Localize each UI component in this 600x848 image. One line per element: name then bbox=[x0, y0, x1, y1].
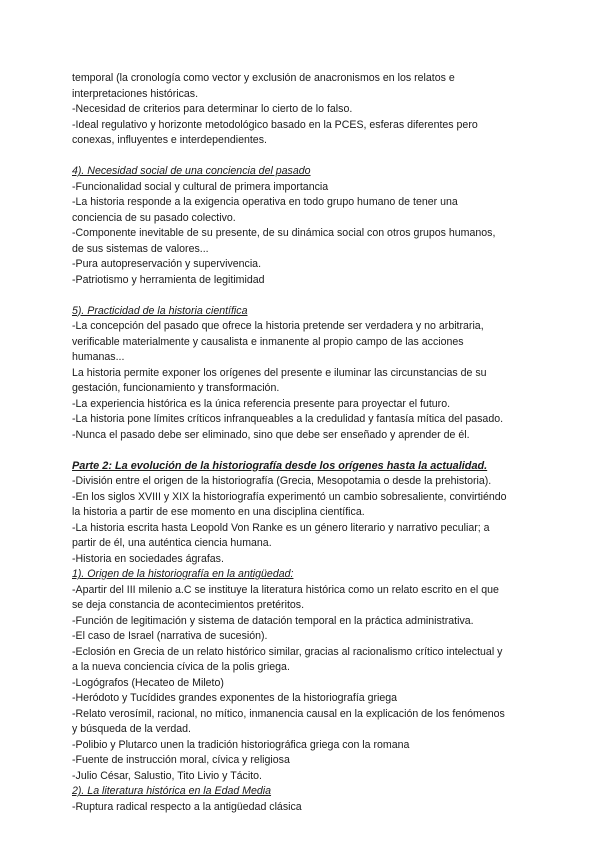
document-body bbox=[72, 71, 534, 815]
section-5 bbox=[72, 304, 534, 444]
subsection-heading: 2). La literatura histórica en la Edad Media bbox=[72, 785, 272, 797]
text-line: a la nueva conciencia cívica de la polis griega. bbox=[72, 661, 290, 673]
text-line: -Eclosión en Grecia de un relato histórico similar, gracias al racionalismo crítico intelectual y bbox=[72, 645, 503, 658]
text-line: -Funcionalidad social y cultural de primera importancia bbox=[72, 180, 329, 193]
text-line: -Historia en sociedades ágrafas. bbox=[72, 552, 224, 565]
text-line: -El caso de Israel (narrativa de sucesión). bbox=[72, 630, 268, 642]
text-line: La historia permite exponer los orígenes del presente e iluminar las circunstancias de su bbox=[72, 366, 487, 379]
text-line: conexas, influyentes e interdependientes. bbox=[72, 134, 267, 146]
text-line: -Pura autopreservación y supervivencia. bbox=[72, 258, 262, 270]
text-line: gestación, funcionamiento y transformación. bbox=[72, 382, 280, 394]
text-line: -Nunca el pasado debe ser eliminado, sino que debe ser enseñado y aprender de él. bbox=[72, 428, 470, 441]
text-line: de sus sistemas de valores... bbox=[72, 242, 209, 255]
paragraph-gap bbox=[72, 149, 534, 165]
text-line: -Polibio y Plutarco unen la tradición historiográfica griega con la romana bbox=[72, 738, 410, 751]
section-4 bbox=[72, 164, 534, 288]
paragraph-gap bbox=[72, 288, 534, 304]
text-line: -La historia escrita hasta Leopold Von Ranke es un género literario y narrativo peculiar; a bbox=[72, 521, 490, 534]
text-line: -División entre el origen de la historiografía (Grecia, Mesopotamia o desde la prehistoria). bbox=[72, 475, 492, 487]
text-line: -Heródoto y Tucídides grandes exponentes de la historiografía griega bbox=[72, 692, 398, 704]
text-line: -Logógrafos (Hecateo de Mileto) bbox=[72, 676, 224, 689]
paragraph-gap bbox=[72, 443, 534, 459]
text-line: humanas... bbox=[72, 351, 125, 363]
text-line: -La concepción del pasado que ofrece la historia pretende ser verdadera y no arbitraria, bbox=[72, 320, 484, 332]
part-heading: Parte 2: La evolución de la historiografía desde los orígenes hasta la actualidad. bbox=[72, 459, 488, 472]
text-line: la historia a partir de ese momento en una disciplina científica. bbox=[72, 506, 365, 518]
section-heading: 4). Necesidad social de una conciencia del pasado bbox=[72, 165, 311, 177]
intro-block bbox=[72, 71, 534, 149]
text-line: -La experiencia histórica es la única referencia presente para proyectar el futuro. bbox=[72, 397, 451, 410]
text-line: -Ideal regulativo y horizonte metodológico basado en la PCES, esferas diferentes pero bbox=[72, 118, 478, 131]
text-line: -Función de legitimación y sistema de datación temporal en la práctica administrativa. bbox=[72, 614, 474, 627]
text-line: -La historia responde a la exigencia operativa en todo grupo humano de tener una bbox=[72, 196, 458, 208]
text-line: -Fuente de instrucción moral, cívica y religiosa bbox=[72, 754, 290, 766]
text-line: temporal (la cronología como vector y exclusión de anacronismos en los relatos e bbox=[72, 72, 455, 84]
section-heading: 5). Practicidad de la historia científica bbox=[72, 304, 248, 317]
text-line: -Relato verosímil, racional, no mítico, inmanencia causal en la explicación de los fenómenos bbox=[72, 707, 505, 720]
text-line: -Necesidad de criterios para determinar lo cierto de lo falso. bbox=[72, 103, 353, 115]
text-line: interpretaciones históricas. bbox=[72, 87, 199, 100]
text-line: -Julio César, Salustio, Tito Livio y Tácito. bbox=[72, 769, 262, 782]
text-line: -Apartir del III milenio a.C se instituye la literatura histórica como un relato escrito en el que bbox=[72, 583, 499, 596]
text-line: -En los siglos XVIII y XIX la historiografía experimentó un cambio sobresaliente, convirtiéndo bbox=[72, 490, 507, 503]
text-line: verificable materialmente y causalista e inmanente al propio campo de las acciones bbox=[72, 335, 464, 348]
part-2 bbox=[72, 459, 534, 816]
text-line: -La historia pone límites críticos infranqueables a la credulidad y fantasía mítica del pasado. bbox=[72, 413, 504, 425]
text-line: -Componente inevitable de su presente, de su dinámica social con otros grupos humanos, bbox=[72, 227, 496, 239]
text-line: -Patriotismo y herramienta de legitimidad bbox=[72, 273, 265, 286]
text-line: -Ruptura radical respecto a la antigüedad clásica bbox=[72, 800, 302, 813]
text-line: y búsqueda de la verdad. bbox=[72, 723, 191, 735]
text-line: partir de él, una auténtica ciencia humana. bbox=[72, 537, 272, 549]
text-line: se deja constancia de acontecimientos pretéritos. bbox=[72, 599, 305, 611]
subsection-heading: 1). Origen de la historiografía en la antigüedad: bbox=[72, 568, 294, 580]
text-line: conciencia de su pasado colectivo. bbox=[72, 211, 236, 224]
